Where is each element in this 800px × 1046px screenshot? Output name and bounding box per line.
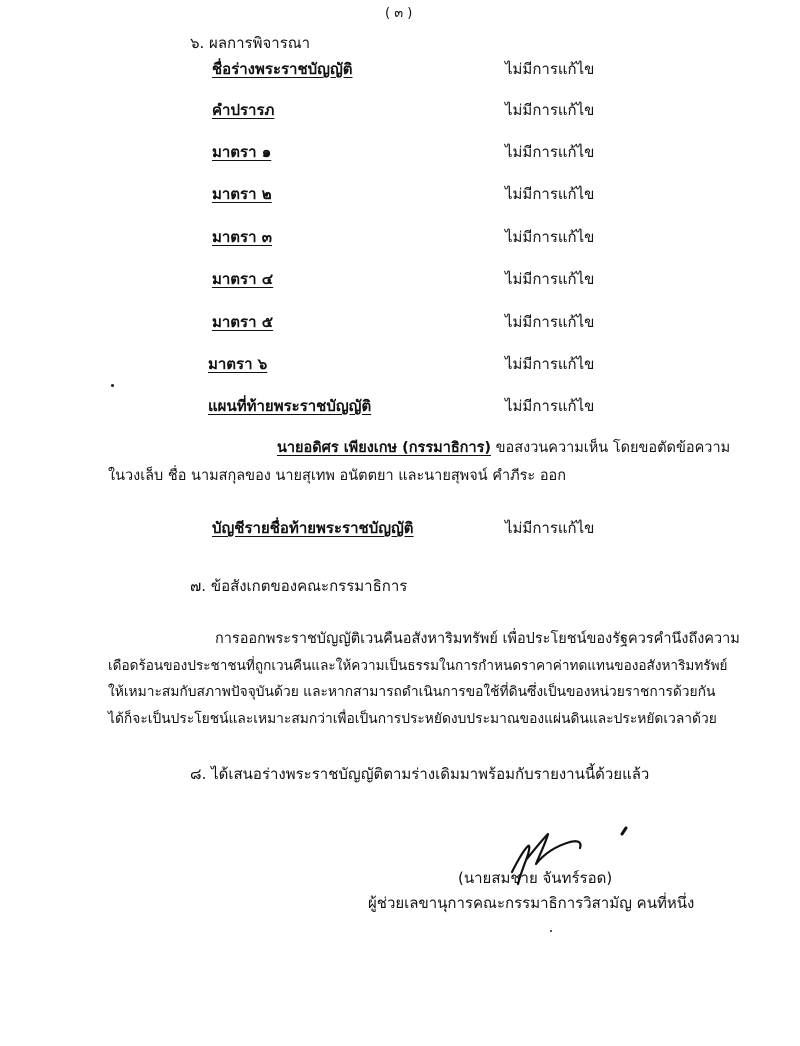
observation-line-2: เดือดร้อนของประชาชนที่ถูกเวนคืนและให้ความเป็นธรรมในการกำหนดราคาค่าทดแทนของอสังหาริมทรัพย์ [108, 658, 728, 674]
item-value-section-3: ไม่มีการแก้ไข [505, 228, 595, 246]
item-label-section-1: มาตรา ๑ [212, 143, 272, 161]
item-label-section-4: มาตรา ๔ [212, 270, 274, 288]
signatory-name: (นายสมชาย จันทร์รอด) [458, 869, 613, 887]
item-value-section-1: ไม่มีการแก้ไข [505, 143, 595, 161]
item-value-section-5: ไม่มีการแก้ไข [505, 313, 595, 331]
reservation-line-1 [277, 436, 730, 459]
observation-line-4: ได้ก็จะเป็นประโยชน์และเหมาะสมกว่าเพื่อเป็นการประหยัดงบประมาณของแผ่นดินและประหยัดเวลาด้วย [108, 711, 717, 727]
page-number: ( ๓ ) [385, 6, 413, 21]
signatory-position: ผู้ช่วยเลขานุการคณะกรรมาธิการวิสามัญ คนที่หนึ่ง [368, 894, 695, 912]
item-label-section-3: มาตรา ๓ [212, 228, 273, 246]
item-value-section-2: ไม่มีการแก้ไข [505, 185, 595, 203]
item-label-section-5: มาตรา ๕ [212, 313, 274, 331]
item-label-map: แผนที่ท้ายพระราชบัญญัติ [208, 397, 372, 415]
item-label-preamble: คำปรารภ [212, 101, 275, 119]
item-label-bill-title: ชื่อร่างพระราชบัญญัติ [212, 60, 353, 78]
item-value-preamble: ไม่มีการแก้ไข [505, 101, 595, 119]
item-value-section-6: ไม่มีการแก้ไข [505, 355, 595, 373]
item-value-section-4: ไม่มีการแก้ไข [505, 270, 595, 288]
stray-mark [111, 384, 114, 387]
reservation-line-2: ในวงเล็บ ชื่อ นามสกุลของ นายสุเทพ อนัตตยา และนายสุพจน์ คำภีระ ออก [108, 468, 567, 484]
observation-line-3: ให้เหมาะสมกับสภาพปัจจุบันด้วย และหากสามารถดำเนินการขอใช้ที่ดินซึ่งเป็นของหน่วยราชการด้วยกัน [108, 684, 716, 700]
reservation-name: นายอดิศร เพียงเกษ (กรรมาธิการ) [277, 440, 492, 456]
section-8-text: ๘. ได้เสนอร่างพระราชบัญญัติตามร่างเดิมมาพร้อมกับรายงานนี้ด้วยแล้ว [190, 765, 650, 783]
item-value-map: ไม่มีการแก้ไข [505, 397, 595, 415]
schedule-value: ไม่มีการแก้ไข [505, 519, 595, 537]
section-7-heading: ๗. ข้อสังเกตของคณะกรรมาธิการ [190, 577, 408, 595]
item-label-section-6: มาตรา ๖ [208, 355, 268, 373]
stray-mark [550, 930, 552, 932]
item-label-section-2: มาตรา ๒ [212, 185, 272, 203]
observation-line-1: การออกพระราชบัญญัติเวนคืนอสังหาริมทรัพย์ เพื่อประโยชน์ของรัฐควรคำนึงถึงความ [215, 631, 740, 647]
reservation-text: ขอสงวนความเห็น โดยขอตัดข้อความ [491, 440, 731, 456]
item-value-bill-title: ไม่มีการแก้ไข [505, 60, 595, 78]
section-6-heading: ๖. ผลการพิจารณา [190, 34, 311, 52]
schedule-label: บัญชีรายชื่อท้ายพระราชบัญญัติ [212, 519, 414, 537]
